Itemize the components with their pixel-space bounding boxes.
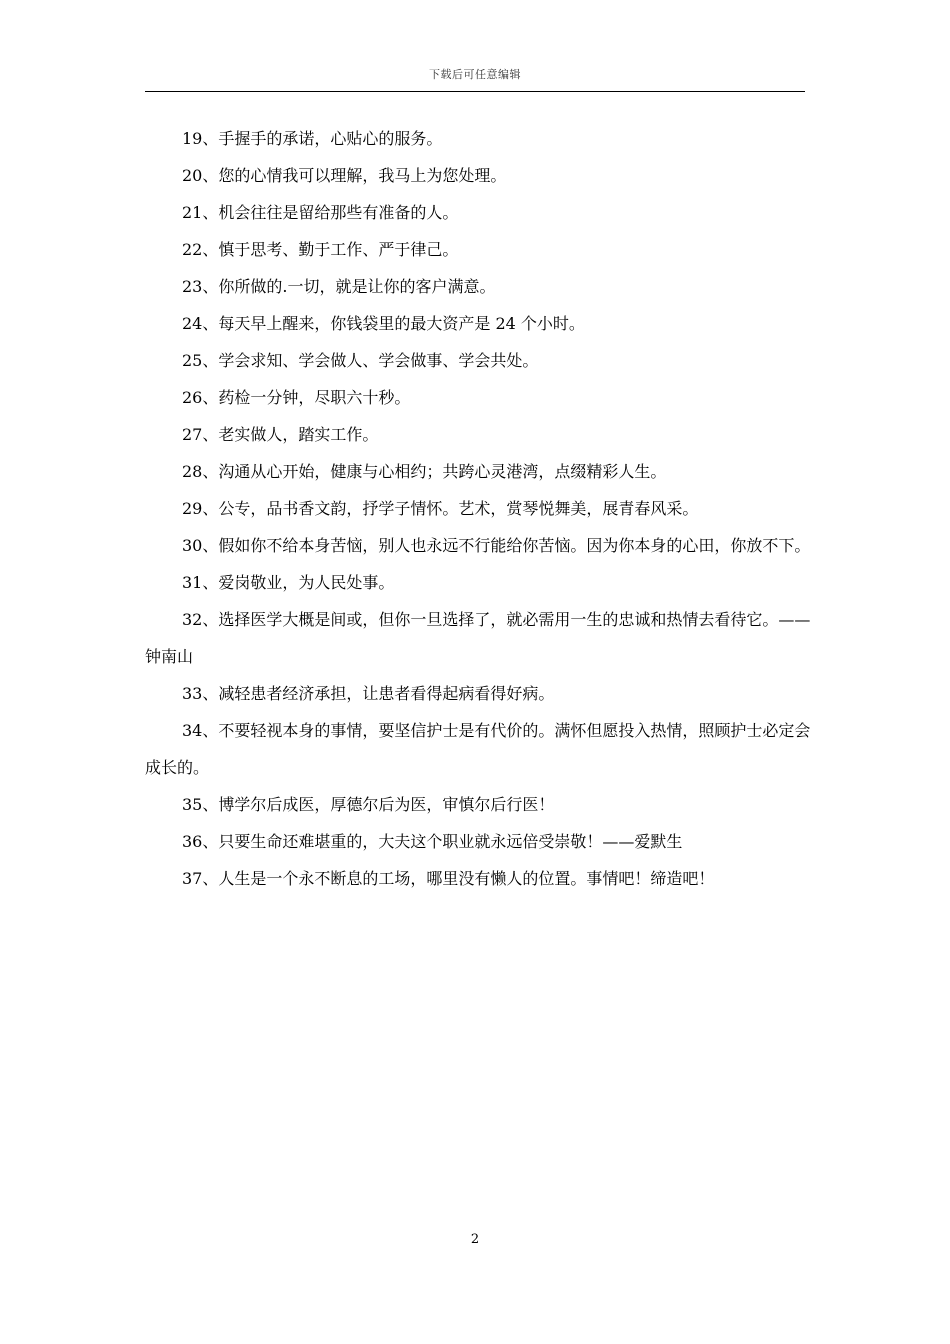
list-item: 30、假如你不给本身苦恼，别人也永远不行能给你苦恼。因为你本身的心田，你放不下。 xyxy=(182,536,811,555)
list-item: 19、手握手的承诺，心贴心的服务。 xyxy=(182,129,443,148)
list-item: 33、减轻患者经济承担，让患者看得起病看得好病。 xyxy=(182,684,555,703)
list-item: 20、您的心情我可以理解，我马上为您处理。 xyxy=(182,166,507,185)
list-item: 36、只要生命还难堪重的，大夫这个职业就永远倍受崇敬！——爱默生 xyxy=(182,832,683,851)
list-item: 37、人生是一个永不断息的工场，哪里没有懒人的位置。事情吧！缔造吧！ xyxy=(182,869,715,888)
list-item: 31、爱岗敬业，为人民处事。 xyxy=(182,573,395,592)
list-item: 25、学会求知、学会做人、学会做事、学会共处。 xyxy=(182,351,539,370)
list-item: 32、选择医学大概是间或，但你一旦选择了，就必需用一生的忠诚和热情去看待它。——钟南山 xyxy=(145,610,811,666)
list-item: 35、博学尔后成医，厚德尔后为医，审慎尔后行医！ xyxy=(182,795,555,814)
list-item: 24、每天早上醒来，你钱袋里的最大资产是 24 个小时。 xyxy=(182,314,585,333)
page-header: 下载后可任意编辑 xyxy=(429,68,521,81)
list-item: 26、药检一分钟，尽职六十秒。 xyxy=(182,388,411,407)
list-item: 34、不要轻视本身的事情，要坚信护士是有代价的。满怀但愿投入热情，照顾护士必定会成长的。 xyxy=(145,721,811,777)
list-item: 29、公专，品书香文韵，抒学子情怀。艺术，赏琴悦舞美，展青春风采。 xyxy=(182,499,699,518)
list-item: 28、沟通从心开始，健康与心相约；共跨心灵港湾，点缀精彩人生。 xyxy=(182,462,667,481)
list-item: 21、机会往往是留给那些有准备的人。 xyxy=(182,203,459,222)
document-body xyxy=(145,120,815,897)
list-item: 27、老实做人，踏实工作。 xyxy=(182,425,379,444)
header-divider xyxy=(145,91,805,92)
list-item: 22、慎于思考、勤于工作、严于律己。 xyxy=(182,240,459,259)
page-number: 2 xyxy=(470,1232,480,1247)
list-item: 23、你所做的.一切，就是让你的客户满意。 xyxy=(182,277,496,296)
